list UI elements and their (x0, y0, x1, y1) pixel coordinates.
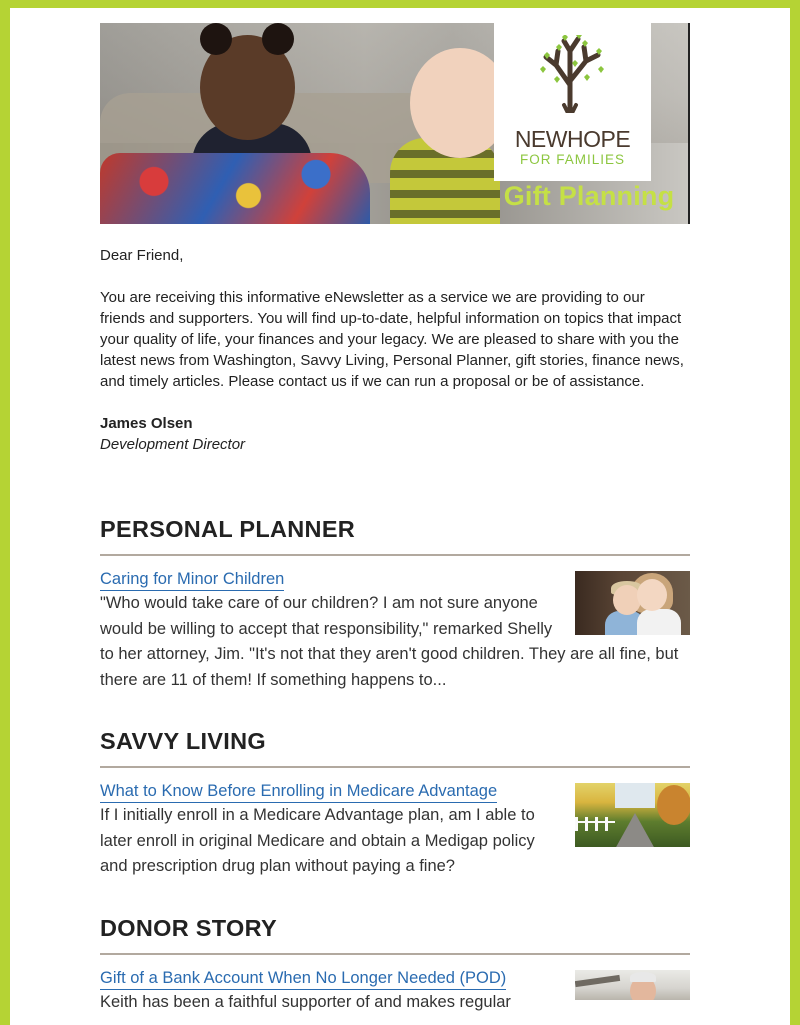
signer-name: James Olsen (100, 415, 193, 432)
organization-logo[interactable] (494, 23, 651, 181)
section-title: SAVVY LIVING (100, 728, 266, 754)
article-link[interactable]: Gift of a Bank Account When No Longer Needed (POD) (100, 967, 506, 990)
article-link[interactable]: Caring for Minor Children (100, 568, 284, 591)
signer-title: Development Director (100, 436, 246, 453)
greeting: Dear Friend, (100, 247, 184, 264)
article (100, 568, 690, 693)
section-title: PERSONAL PLANNER (100, 516, 356, 542)
section-personal-planner (100, 515, 690, 693)
section-title: DONOR STORY (100, 914, 277, 941)
section-divider (100, 766, 690, 768)
logo-wordmark: NEWHOPE (514, 126, 631, 152)
section-savvy-living (100, 727, 690, 880)
older-man-photo-thumbnail[interactable] (575, 970, 690, 1000)
logo-subtitle: FOR FAMILIES (519, 152, 626, 167)
article-link[interactable]: What to Know Before Enrolling in Medicare Advantage (100, 780, 497, 803)
email-page (10, 8, 790, 1025)
newsletter-content (100, 23, 690, 1015)
article (100, 780, 690, 880)
section-donor-story (100, 914, 690, 1016)
tree-logo-icon (536, 35, 608, 113)
banner-caption: Gift Planning (503, 181, 675, 211)
section-divider (100, 953, 690, 955)
section-divider (100, 554, 690, 556)
children-photo-thumbnail[interactable] (575, 571, 690, 635)
article-summary: Keith has been a faithful supporter of and makes regular (100, 992, 511, 1011)
intro-paragraph: You are receiving this informative eNewsletter as a service we are providing to our friends and supporters. You will find up-to-date, helpful information on topics that impact your quality of life, your finances and your legacy. We are pleased to share with you the latest news from Washington, Savvy Living, Personal Planner, gift stories, finance news, and timely articles. Please contact us if we can run a proposal or be of assistance. (100, 289, 684, 390)
article (100, 967, 690, 1016)
article-summary: If I initially enroll in a Medicare Advantage plan, am I able to later enroll in original Medicare and obtain a Medigap policy and prescription drug plan without paying a fine? (100, 806, 535, 875)
header-banner (100, 23, 690, 224)
autumn-road-photo-thumbnail[interactable] (575, 783, 690, 847)
article-summary: "Who would take care of our children? I am not sure anyone would be willing to accept that responsibility," remarked Shelly to her attorney, Jim. "It's not that they aren't good children. They are all fine, but there are 11 of them! If something happens to... (100, 594, 679, 689)
